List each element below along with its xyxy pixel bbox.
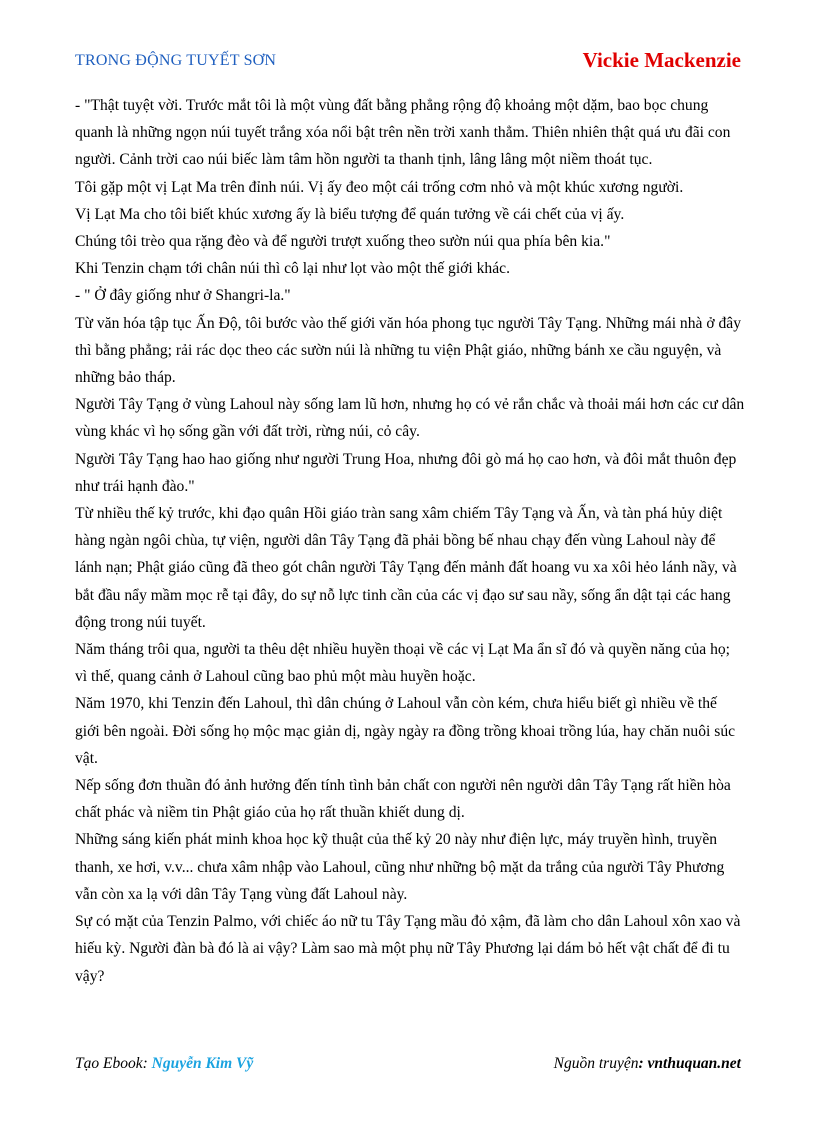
- body-text: [75, 92, 745, 990]
- source-label: Nguồn truyện: [553, 1055, 639, 1072]
- ebook-separator: :: [142, 1055, 152, 1072]
- ebook-label: Tạo Ebook: [75, 1055, 143, 1072]
- author-name: Vickie Mackenzie: [582, 48, 741, 72]
- paragraph: - "Thật tuyệt vời. Trước mắt tôi là một vùng đất bằng phẳng rộng độ khoảng một dặm, bao bọc chung quanh là những ngọn núi tuyết trắng xóa nổi bật trên nền trời xanh thẳm. Thiên nhiên thật quá ưu đãi con người. Cảnh trời cao núi biếc làm tâm hồn người ta thanh tịnh, lâng lâng một niềm thoát tục.: [75, 97, 731, 169]
- page-header: [75, 48, 741, 76]
- paragraph: Người Tây Tạng ở vùng Lahoul này sống lam lũ hơn, nhưng họ có vẻ rắn chắc và thoải mái hơn các cư dân vùng khác vì họ sống gần với đất trời, rừng núi, cỏ cây.: [75, 396, 745, 441]
- paragraph: Chúng tôi trèo qua rặng đèo và để người trượt xuống theo sườn núi qua phía bên kia.": [75, 233, 611, 251]
- paragraph: - " Ở đây giống như ở Shangri-la.": [75, 287, 291, 305]
- page-footer: [75, 1055, 741, 1077]
- ebook-credit: [75, 1055, 253, 1073]
- ebook-creator-name: Nguyễn Kim Vỹ: [151, 1055, 254, 1072]
- paragraph: Nếp sống đơn thuần đó ảnh hưởng đến tính tình bản chất con người nên người dân Tây Tạng rất hiền hòa chất phác và niềm tin Phật giáo của họ rất thuần khiết dung dị.: [75, 777, 731, 822]
- paragraph: Khi Tenzin chạm tới chân núi thì cô lại như lọt vào một thế giới khác.: [75, 260, 510, 278]
- book-title: TRONG ĐỘNG TUYẾT SƠN: [75, 52, 277, 69]
- source-separator: :: [638, 1055, 648, 1072]
- source-credit: [554, 1055, 741, 1073]
- paragraph: Người Tây Tạng hao hao giống như người Trung Hoa, nhưng đôi gò má họ cao hơn, và đôi mắt thuôn đẹp như trái hạnh đào.": [75, 450, 737, 495]
- paragraph: Tôi gặp một vị Lạt Ma trên đỉnh núi. Vị ấy đeo một cái trống cơm nhỏ và một khúc xương người.: [75, 178, 684, 196]
- paragraph: Năm 1970, khi Tenzin đến Lahoul, thì dân chúng ở Lahoul vẫn còn kém, chưa hiểu biết gì nhiều về thế giới bên ngoài. Đời sống họ mộc mạc giản dị, ngày ngày ra đồng trồng khoai trồng lúa, hay chăn nuôi súc vật.: [75, 695, 736, 767]
- paragraph: Từ văn hóa tập tục Ấn Độ, tôi bước vào thế giới văn hóa phong tục người Tây Tạng. Những mái nhà ở đây thì bằng phẳng; rải rác dọc theo các sườn núi là những tu viện Phật giáo, những bánh xe cầu nguyện, và những bảo tháp.: [75, 314, 742, 387]
- paragraph: Sự có mặt của Tenzin Palmo, với chiếc áo nữ tu Tây Tạng mầu đỏ xậm, đã làm cho dân Lahoul xôn xao và hiếu kỳ. Người đàn bà đó là ai vậy? Làm sao mà một phụ nữ Tây Phương lại dám bỏ hết vật chất để đi tu vậy?: [75, 913, 741, 985]
- paragraph: Từ nhiều thế kỷ trước, khi đạo quân Hồi giáo tràn sang xâm chiếm Tây Tạng và Ấn, và tàn phá hủy diệt hàng ngàn ngôi chùa, tự viện, người dân Tây Tạng đã phải bồng bế nhau chạy đến vùng Lahoul này để lánh nạn; Phật giáo cũng đã theo gót chân người Tây Tạng đến mảnh đất hoang vu xa xôi hẻo lánh nầy, và bắt đầu nẩy mầm mọc rễ tại đây, do sự nỗ lực tinh cần của các vị đạo sư sau nầy, sống ẩn dật tại các hang động trong núi tuyết.: [75, 505, 737, 631]
- paragraph: Những sáng kiến phát minh khoa học kỹ thuật của thế kỷ 20 này như điện lực, máy truyền hình, truyền thanh, xe hơi, v.v... chưa xâm nhập vào Lahoul, cũng như những bộ mặt da trắng của người Tây Phương vẫn còn xa lạ với dân Tây Tạng vùng đất Lahoul này.: [75, 831, 725, 903]
- source-site[interactable]: vnthuquan.net: [647, 1055, 741, 1072]
- paragraph: Năm tháng trôi qua, người ta thêu dệt nhiều huyền thoại về các vị Lạt Ma ẩn sĩ đó và quyền năng của họ; vì thế, quang cảnh ở Lahoul cũng bao phủ một màu huyền hoặc.: [75, 641, 730, 686]
- paragraph: Vị Lạt Ma cho tôi biết khúc xương ấy là biểu tượng để quán tưởng về cái chết của vị ấy.: [75, 205, 625, 223]
